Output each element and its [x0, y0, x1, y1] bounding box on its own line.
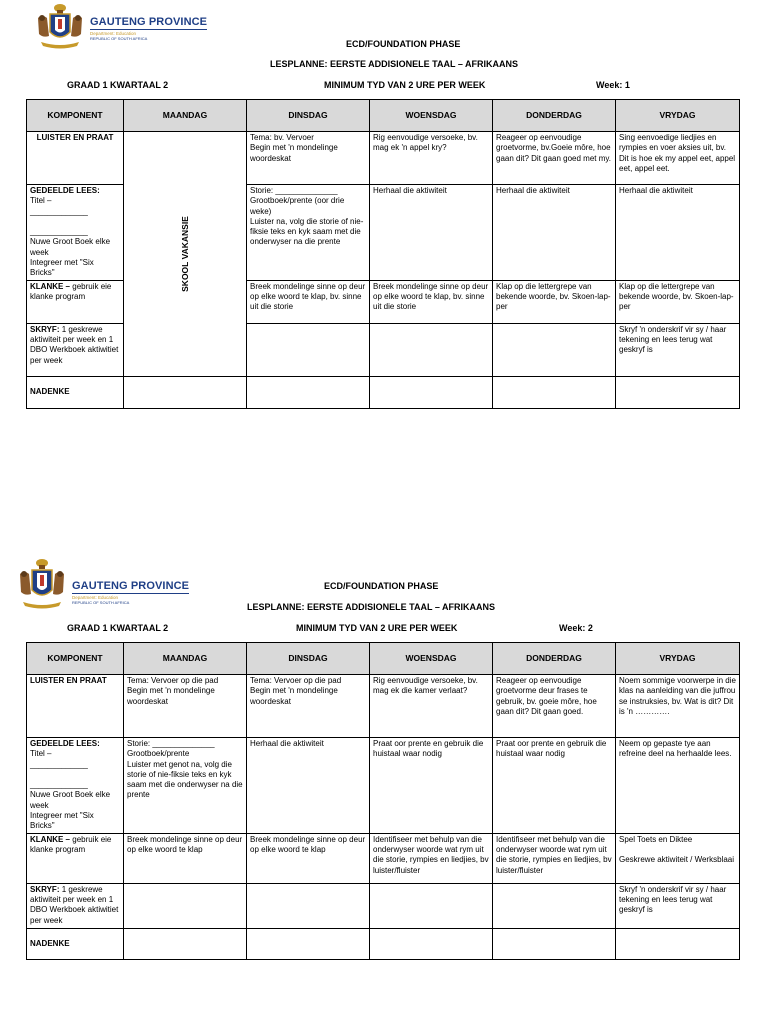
minimum-time: MINIMUM TYD VAN 2 URE PER WEEK — [296, 623, 458, 633]
row-label-klanke — [27, 280, 124, 323]
logo-department: Department: Education — [90, 31, 137, 36]
cell-luister-woensdag: Rig eenvoudige versoeke, bv. mag ek die kamer verlaat? — [370, 675, 493, 738]
cell-skryf-donderdag — [493, 323, 616, 376]
col-header-dinsdag: DINSDAG — [247, 643, 370, 675]
row-label-skryf-title: SKRYF: — [30, 884, 60, 894]
row-label-luister: LUISTER EN PRAAT — [27, 132, 124, 185]
cell-klanke-woensdag: Identifiseer met behulp van die onderwyser woorde wat rym uit die storie, rympies en liedjies, bv luister/fluister — [370, 833, 493, 883]
col-header-dinsdag: DINSDAG — [247, 100, 370, 132]
lesson-plan-table — [26, 642, 740, 960]
table-row-luister — [27, 675, 740, 738]
col-header-maandag: MAANDAG — [124, 100, 247, 132]
cell-nadenke-donderdag — [493, 376, 616, 408]
row-label-klanke-detail: gebruik eie klanke program — [30, 281, 112, 301]
table-row-nadenke — [27, 928, 740, 959]
gauteng-logo — [33, 2, 207, 50]
row-label-lees-detail: Titel – _____________ _____________ Nuwe Groot Boek elke week Integreer met "Six Bricks" — [30, 749, 111, 831]
row-label-skryf-detail: 1 geskrewe aktiwiteit per week en 1 DBO Werkboek aktiwitiet per week — [30, 324, 119, 365]
cell-nadenke-vrydag — [616, 928, 740, 959]
cell-klanke-woensdag: Breek mondelinge sinne op deur op elke woord te klap, bv. sinne uit die storie — [370, 280, 493, 323]
phase-heading: ECD/FOUNDATION PHASE — [346, 39, 461, 49]
cell-luister-vrydag: Sing eenvoedige liedjies en rympies en voer aksies uit, bv. Dit is hoe ek my appel eet, appel eet, appel eet. — [616, 132, 740, 185]
table-row-luister — [27, 132, 740, 185]
minimum-time: MINIMUM TYD VAN 2 URE PER WEEK — [324, 80, 486, 90]
row-label-lees-title: GEDEELDE LEES: — [30, 186, 100, 195]
cell-skryf-maandag — [124, 883, 247, 928]
gauteng-logo — [15, 556, 189, 612]
col-header-komponent: KOMPONENT — [27, 643, 124, 675]
cell-luister-donderdag: Reageer op eenvoudige groetvorme, bv.Goeie môre, hoe gaan dit? Dit gaan goed met my. — [493, 132, 616, 185]
cell-lees-donderdag: Praat oor prente en gebruik die huistaal waar nodig — [493, 738, 616, 834]
cell-lees-dinsdag: Herhaal die aktiwiteit — [247, 738, 370, 834]
table-row-nadenke — [27, 376, 740, 408]
cell-lees-donderdag: Herhaal die aktiwiteit — [493, 185, 616, 281]
cell-luister-dinsdag: Tema: Vervoer op die pad Begin met 'n mondelinge woordeskat — [247, 675, 370, 738]
school-holiday-label: SKOOL VAKANSIE — [179, 215, 190, 292]
row-label-luister: LUISTER EN PRAAT — [27, 675, 124, 738]
cell-klanke-vrydag: Klap op die lettergrepe van bekende woorde, bv. Skoen-lap-per — [616, 280, 740, 323]
table-header-row — [27, 643, 740, 675]
cell-klanke-dinsdag: Breek mondelinge sinne op deur op elke woord te klap — [247, 833, 370, 883]
cell-nadenke-maandag — [124, 928, 247, 959]
coat-of-arms-icon — [15, 556, 69, 612]
logo-country: REPUBLIC OF SOUTH AFRICA — [72, 600, 130, 605]
row-label-nadenke: NADENKE — [27, 928, 124, 959]
cell-skryf-donderdag — [493, 883, 616, 928]
cell-lees-dinsdag: Storie: ______________ Grootboek/prente (oor drie weke) Luister na, volg die storie of nie-fiksie teks en kyk saam met die onderwyser na die prente — [247, 185, 370, 281]
cell-nadenke-dinsdag — [247, 376, 370, 408]
week-number: Week: 2 — [559, 623, 593, 633]
week-number: Week: 1 — [596, 80, 630, 90]
col-header-donderdag: DONDERDAG — [493, 100, 616, 132]
grade-term: GRAAD 1 KWARTAAL 2 — [67, 623, 169, 633]
row-label-lees — [27, 185, 124, 281]
cell-klanke-donderdag: Klap op die lettergrepe van bekende woorde, bv. Skoen-lap-per — [493, 280, 616, 323]
cell-skryf-woensdag — [370, 883, 493, 928]
row-label-lees — [27, 738, 124, 834]
row-label-klanke-title: KLANKE – — [30, 281, 71, 291]
cell-klanke-donderdag: Identifiseer met behulp van die onderwyser woorde wat rym uit die storie, rympies en liedjies, bv luister/fluister — [493, 833, 616, 883]
cell-luister-donderdag: Reageer op eenvoudige groetvorme deur frases te gebruik, bv. goeie môre, hoe gaan dit? Dit gaan goed. — [493, 675, 616, 738]
row-label-skryf — [27, 323, 124, 376]
row-label-skryf — [27, 883, 124, 928]
cell-lees-vrydag: Neem op gepaste tye aan refreine deel na herhaalde lees. — [616, 738, 740, 834]
col-header-vrydag: VRYDAG — [616, 643, 740, 675]
logo-country: REPUBLIC OF SOUTH AFRICA — [90, 36, 148, 41]
plan-title: LESPLANNE: EERSTE ADDISIONELE TAAL – AFRIKAANS — [247, 602, 496, 612]
row-label-klanke-title: KLANKE – — [30, 834, 71, 844]
cell-luister-maandag: Tema: Vervoer op die pad Begin met 'n mondelinge woordeskat — [124, 675, 247, 738]
row-label-nadenke: NADENKE — [27, 376, 124, 408]
cell-lees-vrydag: Herhaal die aktiwiteit — [616, 185, 740, 281]
grade-term: GRAAD 1 KWARTAAL 2 — [67, 80, 169, 90]
table-row-klanke — [27, 833, 740, 883]
row-label-klanke-detail: gebruik eie klanke program — [30, 834, 112, 854]
cell-skryf-vrydag: Skryf 'n onderskrif vir sy / haar tekening en lees terug wat geskryf is — [616, 323, 740, 376]
cell-skryf-woensdag — [370, 323, 493, 376]
cell-lees-woensdag: Herhaal die aktiwiteit — [370, 185, 493, 281]
cell-lees-maandag: Storie: ______________ Grootboek/prente Luister met genot na, volg die storie of nie-fiksie teks en kyk saam met die onderwyser na die prente — [124, 738, 247, 834]
col-header-woensdag: WOENSDAG — [370, 100, 493, 132]
cell-nadenke-dinsdag — [247, 928, 370, 959]
table-row-skryf — [27, 883, 740, 928]
cell-klanke-maandag: Breek mondelinge sinne op deur op elke woord te klap — [124, 833, 247, 883]
school-holiday-cell — [124, 132, 247, 377]
plan-title: LESPLANNE: EERSTE ADDISIONELE TAAL – AFRIKAANS — [270, 59, 519, 69]
cell-luister-vrydag: Noem sommige voorwerpe in die klas na aanleiding van die juffrou se instruksies, bv. Wat is dit? Dit is 'n …………. — [616, 675, 740, 738]
cell-nadenke-woensdag — [370, 376, 493, 408]
col-header-donderdag: DONDERDAG — [493, 643, 616, 675]
cell-luister-woensdag: Rig eenvoudige versoeke, bv. mag ek 'n appel kry? — [370, 132, 493, 185]
cell-nadenke-woensdag — [370, 928, 493, 959]
phase-heading: ECD/FOUNDATION PHASE — [324, 581, 439, 591]
cell-nadenke-vrydag — [616, 376, 740, 408]
cell-skryf-dinsdag — [247, 323, 370, 376]
col-header-woensdag: WOENSDAG — [370, 643, 493, 675]
cell-skryf-vrydag: Skryf 'n onderskrif vir sy / haar tekening en lees terug wat geskryf is — [616, 883, 740, 928]
cell-nadenke-donderdag — [493, 928, 616, 959]
row-label-klanke — [27, 833, 124, 883]
col-header-vrydag: VRYDAG — [616, 100, 740, 132]
col-header-komponent: KOMPONENT — [27, 100, 124, 132]
cell-klanke-vrydag: Spel Toets en Diktee Geskrewe aktiwiteit / Werksblaai — [616, 833, 740, 883]
lesson-plan-table — [26, 99, 740, 409]
logo-province-name: GAUTENG PROVINCE — [90, 16, 208, 28]
cell-nadenke-maandag — [124, 376, 247, 408]
cell-lees-woensdag: Praat oor prente en gebruik die huistaal waar nodig — [370, 738, 493, 834]
cell-skryf-dinsdag — [247, 883, 370, 928]
row-label-lees-title: GEDEELDE LEES: — [30, 739, 100, 748]
table-row-lees — [27, 738, 740, 834]
table-header-row — [27, 100, 740, 132]
logo-province-name: GAUTENG PROVINCE — [72, 580, 190, 592]
coat-of-arms-icon — [33, 2, 87, 50]
cell-klanke-dinsdag: Breek mondelinge sinne op deur op elke woord te klap, bv. sinne uit die storie — [247, 280, 370, 323]
logo-department: Department: Education — [72, 595, 119, 600]
row-label-skryf-detail: 1 geskrewe aktiwiteit per week en 1 DBO Werkboek aktiwitiet per week — [30, 884, 119, 925]
col-header-maandag: MAANDAG — [124, 643, 247, 675]
row-label-lees-detail: Titel – _____________ _____________ Nuwe Groot Boek elke week Integreer met "Six Bricks" — [30, 196, 111, 278]
row-label-skryf-title: SKRYF: — [30, 324, 60, 334]
cell-luister-dinsdag: Tema: bv. Vervoer Begin met 'n mondelinge woordeskat — [247, 132, 370, 185]
